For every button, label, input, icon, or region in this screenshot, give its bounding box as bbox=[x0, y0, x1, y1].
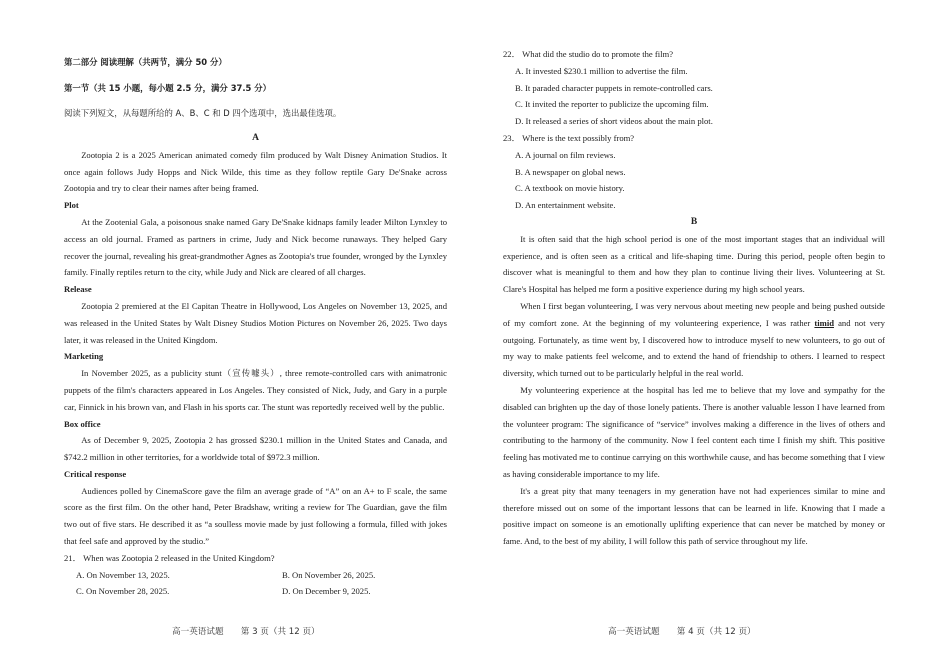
q21-option-a[interactable]: A. On November 13, 2025. bbox=[76, 569, 170, 580]
left-page bbox=[64, 46, 447, 600]
q22-option-d[interactable]: D. It released a series of short videos about the main plot. bbox=[515, 116, 713, 127]
q21-option-d[interactable]: D. On December 9, 2025. bbox=[282, 586, 371, 597]
plot-heading: Plot bbox=[64, 200, 79, 211]
passage-b-paragraph-1: It is often said that the high school period is one of the most important stages that an individual will experience, and is often seen as a critical and life-shaping time. During this period, people often begin to discover what is meaningful to them and how they plan to continue living their lives. Volunteering at St. Clare's Hospital has helped me form a positive experience during my high school years. bbox=[503, 233, 885, 295]
passage-a-label: A bbox=[252, 132, 259, 143]
release-paragraph: Zootopia 2 premiered at the El Capitan Theatre in Hollywood, Los Angeles on November 13, 2025, and was released in the United States by Walt Disney Studios Motion Pictures on November 26, 2025. Two days later, it was released in the United Kingdom. bbox=[64, 300, 447, 345]
underlined-word-timid: timid bbox=[814, 317, 834, 328]
passage-a-intro: Zootopia 2 is a 2025 American animated comedy film produced by Walt Disney Animation Studios. It once again follows Judy Hopps and Nick Wilde, this time as they follow reptile Gary De'Snake across Zootopia and try to clear their names after being framed. bbox=[64, 149, 447, 194]
instructions: 阅读下列短文，从每题所给的 A、B、C 和 D 四个选项中，选出最佳选项。 bbox=[64, 107, 342, 118]
subsection-header: 第一节（共 15 小题，每小题 2.5 分，满分 37.5 分） bbox=[64, 82, 272, 93]
section-header: 第二部分 阅读理解（共两节，满分 50 分） bbox=[64, 57, 227, 68]
q22-option-a[interactable]: A. It invested $230.1 million to advertise the film. bbox=[515, 65, 688, 76]
question-21: 21． When was Zootopia 2 released in the United Kingdom? bbox=[64, 552, 275, 563]
paragraph-2-start: When I first began volunteering, I was very nervous about meeting new people and being pushed outside of my comfort zone. At the beginning of my volunteering experience, I was rather bbox=[503, 300, 885, 328]
release-heading: Release bbox=[64, 284, 92, 295]
q21-option-c[interactable]: C. On November 28, 2025. bbox=[76, 586, 170, 597]
box-office-heading: Box office bbox=[64, 418, 101, 429]
box-office-paragraph: As of December 9, 2025, Zootopia 2 has grossed $230.1 million in the United States and Canada, and $742.2 million in other territories, for a worldwide total of $972.3 million. bbox=[64, 435, 447, 463]
q23-option-b[interactable]: B. A newspaper on global news. bbox=[515, 166, 626, 177]
critical-response-paragraph: Audiences polled by CinemaScore gave the film an average grade of “A” on an A+ to F scale, the same score as the first film. On the other hand, Peter Bradshaw, writing a review for The Guardian, gave the film two out of five stars. He described it as “a soulless movie made by just following a formula, filled with jokes that feel safe and approved by the studio.” bbox=[64, 485, 447, 547]
question-21-options bbox=[64, 567, 447, 601]
right-page bbox=[503, 46, 885, 550]
q23-option-a[interactable]: A. A journal on film reviews. bbox=[515, 149, 616, 160]
passage-b-paragraph-2 bbox=[503, 298, 885, 382]
critical-response-heading: Critical response bbox=[64, 468, 127, 479]
marketing-heading: Marketing bbox=[64, 351, 104, 362]
question-23: 23． Where is the text possibly from? bbox=[503, 132, 635, 143]
footer-left-page-number: 高一英语试题 第 3 页（共 12 页） bbox=[172, 627, 320, 637]
q22-option-b[interactable]: B. It paraded character puppets in remote-controlled cars. bbox=[515, 82, 713, 93]
marketing-gloss: （宣传噱头） bbox=[221, 368, 280, 379]
plot-paragraph: At the Zootenial Gala, a poisonous snake named Gary De'Snake kidnaps family leader Milton Lynxley to access an old journal. Framed as partners in crime, Judy and Nick become runaways. They helped Gary recover the journal, revealing his great-grandmother Agnes as Zootopia's true founder, wronged by the Lynxley family. Finally reptiles return to the city, while Judy and Nick are cleared of all charges. bbox=[64, 216, 447, 278]
marketing-text-start: In November 2025, as a publicity stunt bbox=[81, 368, 222, 379]
q21-option-b[interactable]: B. On November 26, 2025. bbox=[282, 569, 376, 580]
q23-option-d[interactable]: D. An entertainment website. bbox=[515, 200, 616, 211]
question-22: 22． What did the studio do to promote the film? bbox=[503, 49, 674, 59]
marketing-text-end: , three remote-controlled cars with animatronic puppets of the film's characters appeared in Los Angeles. They consisted of Nick, Judy, and Gary in a purple car, Finnick in his brown van, and Flash in his sports car. The stunt was reportedly received well by the public. bbox=[64, 368, 447, 412]
footer-right-page-number: 高一英语试题 第 4 页（共 12 页） bbox=[608, 627, 756, 637]
marketing-paragraph bbox=[64, 365, 447, 415]
passage-b-label: B bbox=[690, 216, 698, 227]
paragraph-2-end: and not very outgoing. Fortunately, as time went by, I discovered how to introduce myself to new volunteers, to go out of my way to make patients feel welcome, and to extend the hand of friendship to others. I learned to respect diversity, which turned out to be particularly helpful in the real world. bbox=[503, 317, 885, 379]
passage-b-paragraph-4: It's a great pity that many teenagers in my generation have not had experiences similar to mine and therefore missed out on some of the important lessons that can be learned in life. Knowing that I made a positive impact on someone is an emotionally uplifting experience that can never be matched by money or fame. And, to the best of my ability, I will follow this path of service throughout my life. bbox=[503, 485, 885, 547]
q23-option-c[interactable]: C. A textbook on movie history. bbox=[515, 183, 625, 194]
passage-b-paragraph-3: My volunteering experience at the hospital has led me to believe that my love and sympathy for the disabled can brighten up the day of those lonely patients. There is another valuable lesson I have learned from the volunteer program: The significance of “service” involves making a difference in the lives of others and contributing to the harmony of the community. Now I feel content each time I finish my shift. This positive feeling has motivated me to continue carrying on this worthwhile cause, and has become something that I view as having considerable importance to my life. bbox=[503, 384, 885, 479]
q22-option-c[interactable]: C. It invited the reporter to publicize the upcoming film. bbox=[515, 99, 709, 110]
